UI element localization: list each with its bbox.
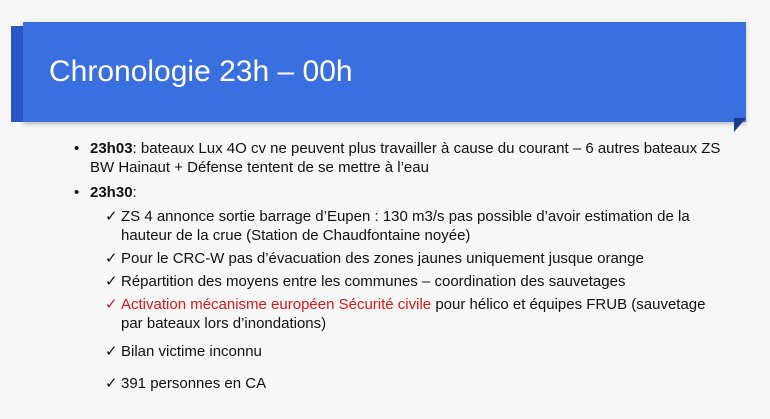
timestamp: 23h03 [90,140,133,157]
list-item-23h30 [90,183,730,202]
check-icon: ✓ [105,375,118,392]
check-icon: ✓ [105,273,118,290]
highlighted-text: Activation mécanisme européen Sécurité civile [121,296,432,313]
item-text: pour hélico et équipes FRUB (sauvetage par bateaux lors d’inondations) [121,296,706,332]
check-icon: ✓ [105,250,118,267]
item-text: : bateaux Lux 4O cv ne peuvent plus travailler à cause du courant – 6 autres bateaux ZS BW Hainaut + Défense tentent de se mettre à l’eau [90,140,721,176]
check-icon: ✓ [105,296,118,313]
check-icon: ✓ [105,208,118,225]
sub-item-activation [121,295,721,333]
sub-item: 391 personnes en CA [121,375,267,392]
sub-item: Bilan victime inconnu [121,343,262,360]
timestamp: 23h30 [90,184,133,201]
sub-item: ZS 4 annonce sortie barrage d’Eupen : 130 m3/s pas possible d’avoir estimation de la hauteur de la crue (Station de Chaudfontaine noyée) [121,208,690,244]
sub-item: Répartition des moyens entre les communes – coordination des sauvetages [121,273,626,290]
sub-item: Pour le CRC-W pas d’évacuation des zones jaunes uniquement jusque orange [121,250,644,267]
slide-title: Chronologie 23h – 00h [49,55,353,88]
item-text: : [132,184,137,201]
bullet-icon: • [74,184,80,201]
bullet-icon: • [74,140,80,157]
check-icon: ✓ [105,343,118,360]
list-item-23h03 [90,139,730,177]
